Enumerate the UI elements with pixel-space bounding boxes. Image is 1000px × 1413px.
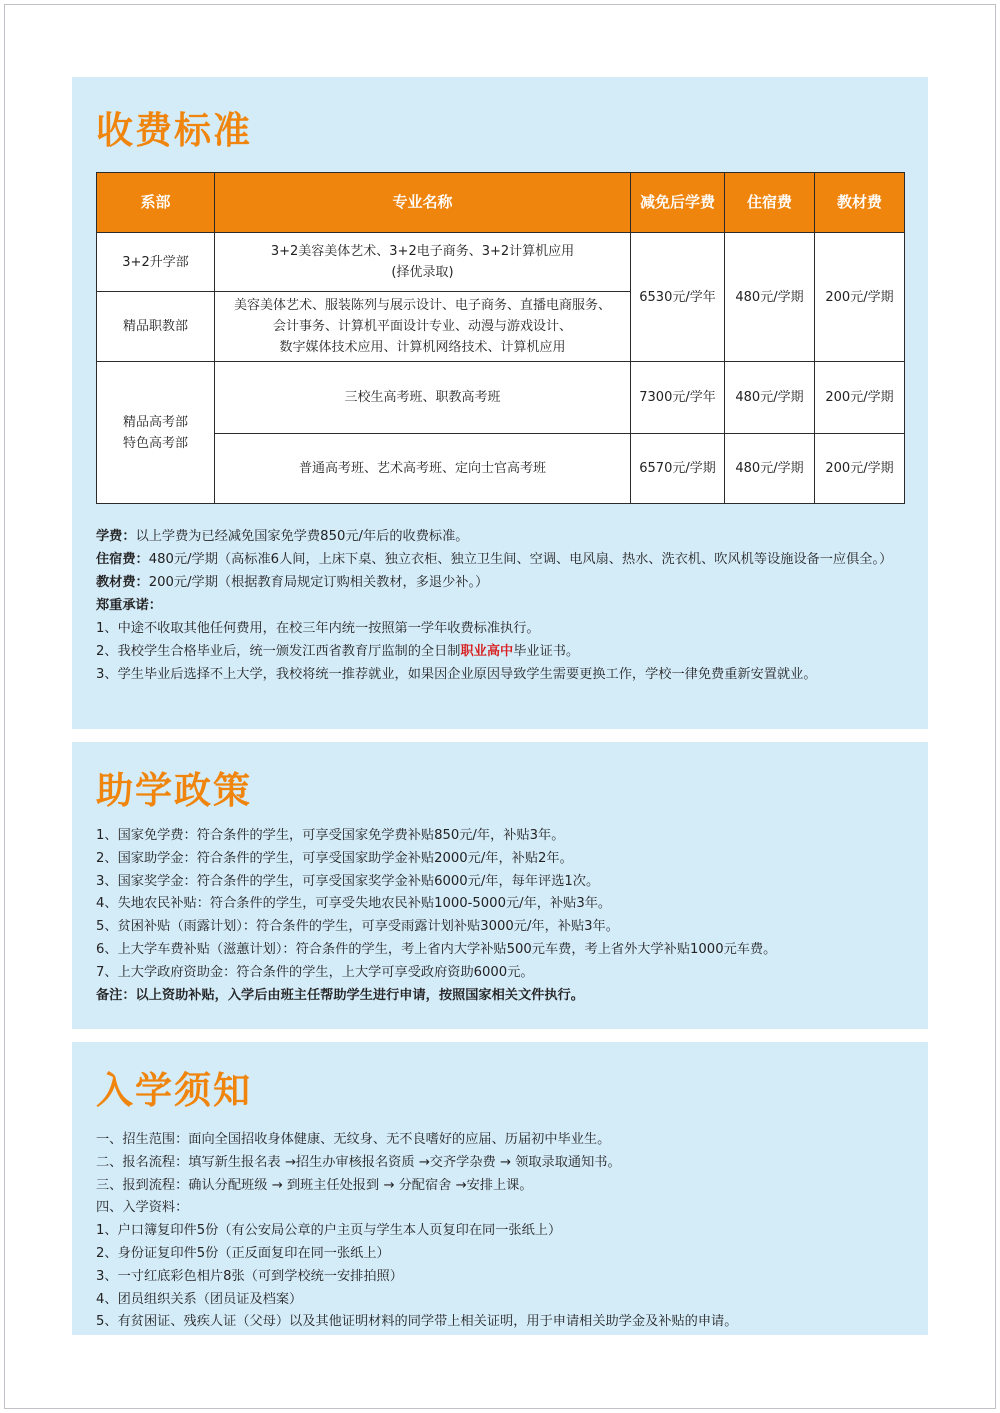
list-item: 6、上大学车费补贴（滋蕙计划）：符合条件的学生，考上省内大学补贴500元车费，考上省外大学补贴1000元车费。: [96, 941, 777, 957]
header-dept: 系部: [97, 173, 215, 233]
dept-cell: 精品职教部: [97, 292, 215, 362]
table-row: [97, 434, 905, 504]
fee-standard-panel: [72, 77, 928, 729]
tuition-note-text: 以上学费为已经减免国家免学费850元/年后的收费标准。: [135, 529, 469, 544]
promise-2-highlight: 职业高中: [460, 644, 514, 659]
major-cell: 普通高考班、艺术高考班、定向士官高考班: [215, 434, 631, 504]
promise-2-post: 毕业证书。: [513, 644, 580, 659]
admission-list: [96, 1129, 916, 1334]
tuition-note-label: 学费：: [96, 529, 136, 544]
header-housing: 住宿费: [725, 173, 815, 233]
list-item: 5、贫困补贴（雨露计划）：符合条件的学生，可享受雨露计划补贴3000元/年，补贴3年。: [96, 919, 619, 935]
admission-notice-panel: [72, 1042, 928, 1335]
fee-table: [96, 172, 905, 504]
housing-cell: 480元/学期: [725, 233, 815, 362]
housing-note-label: 住宿费：: [96, 552, 149, 567]
list-item: 1、国家免学费：符合条件的学生，可享受国家免学费补贴850元/年，补贴3年。: [96, 828, 565, 843]
list-item: 2、国家助学金：符合条件的学生，可享受国家助学金补贴2000元/年，补贴2年。: [96, 850, 573, 866]
list-item: 3、一寸红底彩色相片8张（可到学校统一安排拍照）: [96, 1268, 403, 1284]
fee-notes: [96, 525, 916, 686]
major-cell: 三校生高考班、职教高考班: [215, 362, 631, 434]
list-item: 四、入学资料：: [96, 1200, 189, 1216]
books-note-text: 200元/学期（根据教育局规定订购相关教材，多退少补。）: [148, 575, 489, 590]
major-cell: 3+2美容美体艺术、3+2电子商务、3+2计算机应用 (择优录取): [215, 233, 631, 292]
aid-policy-title: 助学政策: [96, 769, 252, 812]
list-item: 4、失地农民补贴：符合条件的学生，可享受失地农民补贴1000-5000元/年，补贴3年。: [96, 896, 612, 912]
books-note: [96, 571, 916, 594]
dept-cell: 3+2升学部: [97, 233, 215, 292]
aid-list: [96, 825, 916, 1007]
promise-label: 郑重承诺：: [96, 598, 162, 613]
housing-note: [96, 548, 916, 571]
list-item: 1、户口簿复印件5份（有公安局公章的户主页与学生本人页复印在同一张纸上）: [96, 1223, 562, 1239]
tuition-note: [96, 525, 916, 548]
list-item: 4、团员组织关系（团员证及档案）: [96, 1291, 303, 1307]
table-row: [97, 233, 905, 292]
tuition-cell: 7300元/学年: [631, 362, 725, 434]
fee-standard-title: 收费标准: [96, 109, 252, 152]
books-cell: 200元/学期: [815, 362, 905, 434]
list-item: 一、招生范围：面向全国招收身体健康、无纹身、无不良嗜好的应届、历届初中毕业生。: [96, 1132, 611, 1147]
tuition-cell: 6530元/学年: [631, 233, 725, 362]
promise-item: 3、学生毕业后选择不上大学，我校将统一推荐就业，如果因企业原因导致学生需要更换工作，学校一律免费重新安置就业。: [96, 667, 817, 682]
list-item: 5、有贫困证、残疾人证（父母）以及其他证明材料的同学带上相关证明，用于申请相关助学金及补贴的申请。: [96, 1314, 738, 1330]
books-cell: 200元/学期: [815, 434, 905, 504]
promise-item: [96, 640, 916, 663]
housing-cell: 480元/学期: [725, 362, 815, 434]
header-books: 教材费: [815, 173, 905, 233]
housing-cell: 480元/学期: [725, 434, 815, 504]
list-item: 2、身份证复印件5份（正反面复印在同一张纸上）: [96, 1245, 390, 1261]
promise-item: 1、中途不收取其他任何费用，在校三年内统一按照第一学年收费标准执行。: [96, 621, 540, 636]
promise-2-pre: 2、我校学生合格毕业后，统一颁发江西省教育厅监制的全日制: [96, 644, 461, 659]
books-cell: 200元/学期: [815, 233, 905, 362]
list-item: 7、上大学政府资助金：符合条件的学生，上大学可享受政府资助6000元。: [96, 964, 534, 980]
housing-note-text: 480元/学期（高标准6人间，上床下桌、独立衣柜、独立卫生间、空调、电风扇、热水、洗衣机、吹风机等设施设备一应俱全。）: [148, 552, 893, 567]
header-major: 专业名称: [215, 173, 631, 233]
fee-table-header-row: [97, 173, 905, 233]
aid-policy-panel: [72, 742, 928, 1029]
books-note-label: 教材费：: [96, 575, 149, 590]
dept-cell: 精品高考部 特色高考部: [97, 362, 215, 504]
list-item: 三、报到流程：确认分配班级 → 到班主任处报到 → 分配宿舍 →安排上课。: [96, 1177, 533, 1193]
admission-notice-title: 入学须知: [96, 1069, 252, 1112]
table-row: [97, 362, 905, 434]
aid-remark: 备注：以上资助补贴，入学后由班主任帮助学生进行申请，按照国家相关文件执行。: [96, 987, 584, 1003]
header-tuition: 减免后学费: [631, 173, 725, 233]
tuition-cell: 6570元/学期: [631, 434, 725, 504]
list-item: 3、国家奖学金：符合条件的学生，可享受国家奖学金补贴6000元/年，每年评选1次。: [96, 873, 600, 889]
major-cell: 美容美体艺术、服装陈列与展示设计、电子商务、直播电商服务、 会计事务、计算机平面设计专业、动漫与游戏设计、 数字媒体技术应用、计算机网络技术、计算机应用: [215, 292, 631, 362]
list-item: 二、报名流程：填写新生报名表 →招生办审核报名资质 →交齐学杂费 → 领取录取通知书。: [96, 1154, 621, 1170]
